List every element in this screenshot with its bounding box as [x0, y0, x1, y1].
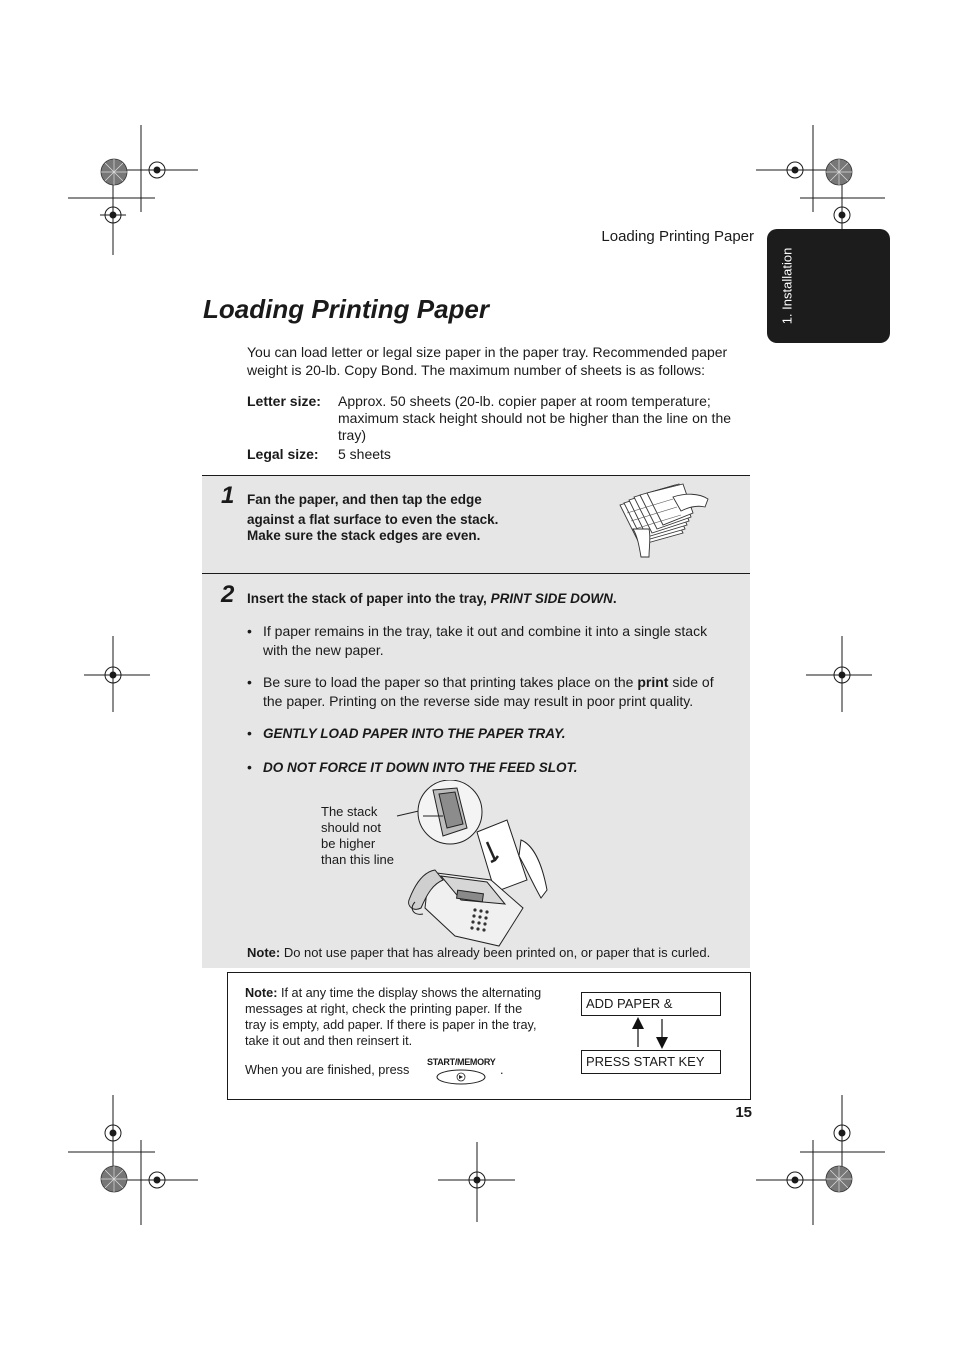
step1-line3: Make sure the stack edges are even.	[247, 528, 481, 543]
step2-number: 2	[221, 581, 235, 608]
fax-machine-illustration	[395, 780, 555, 950]
bullet-dot: •	[247, 759, 252, 775]
letter-size-text: Approx. 50 sheets (20-lb. copier paper at room temperature; maximum stack height should not be higher than the line on the tray)	[338, 393, 732, 443]
display-note-text	[245, 985, 545, 1049]
running-header: Loading Printing Paper	[601, 228, 754, 245]
stack-line-callout: The stack should not be higher than this line	[321, 804, 394, 867]
section-tab-label: 1. Installation	[779, 247, 795, 325]
note-label: Note:	[247, 945, 281, 960]
finish-instruction: When you are finished, press	[245, 1063, 410, 1077]
warning-text: GENTLY LOAD PAPER INTO THE PAPER TRAY.	[263, 726, 566, 741]
note-label: Note:	[245, 986, 278, 1000]
step2-instruction	[247, 590, 617, 607]
page-number: 15	[735, 1104, 752, 1121]
step2-emphasis: PRINT SIDE DOWN	[490, 591, 613, 606]
step1-number: 1	[221, 482, 235, 509]
warning-text: DO NOT FORCE IT DOWN INTO THE FEED SLOT.	[263, 760, 578, 775]
display-message-press-start: PRESS START KEY	[581, 1050, 721, 1074]
warning-item	[247, 758, 732, 777]
note-body: If at any time the display shows the alternating messages at right, check the printing paper. If the tray is empty, add paper. If there is paper in the tray, take it out and then reinsert it.	[245, 986, 542, 1048]
start-memory-key-label: START/MEMORY	[427, 1057, 496, 1067]
section-tab	[767, 229, 890, 343]
warning-item	[247, 724, 732, 743]
print-emphasis: print	[637, 674, 669, 690]
step2-intro: Insert the stack of paper into the tray,	[247, 591, 491, 606]
bullet-dot: •	[247, 623, 252, 639]
step1-line1: Fan the paper, and then tap the edge	[247, 492, 482, 507]
bullet-text: If paper remains in the tray, take it out and combine it into a single stack with the new paper.	[263, 623, 708, 658]
step2-rule	[202, 573, 750, 574]
step1-line2: against a flat surface to even the stack.	[247, 512, 499, 527]
finish-period: .	[500, 1063, 504, 1077]
display-message-add-paper: ADD PAPER &	[581, 992, 721, 1016]
curled-paper-note	[247, 945, 747, 960]
bullet-item	[247, 673, 732, 711]
step1-rule	[202, 475, 750, 476]
bullet-dot: •	[247, 674, 252, 690]
legal-size-text: 5 sheets	[338, 446, 391, 462]
page-title: Loading Printing Paper	[203, 294, 490, 324]
start-memory-key-icon	[435, 1068, 487, 1086]
step2-intro-end: .	[612, 591, 617, 606]
fanning-paper-illustration	[615, 483, 715, 561]
alternating-arrows-icon	[628, 1017, 672, 1049]
note-text: Do not use paper that has already been printed on, or paper that is curled.	[280, 945, 711, 960]
letter-size-label: Letter size:	[247, 393, 321, 409]
legal-size-label: Legal size:	[247, 446, 319, 462]
bullet-item	[247, 622, 732, 660]
bullet-dot: •	[247, 725, 252, 741]
intro-paragraph: You can load letter or legal size paper in the paper tray. Recommended paper weight is 20-lb. Copy Bond. The maximum number of sheets is as follows:	[247, 344, 728, 378]
bullet-text: Be sure to load the paper so that printing takes place on the print side of the paper. Printing on the reverse side may result in poor print quality.	[263, 674, 714, 709]
